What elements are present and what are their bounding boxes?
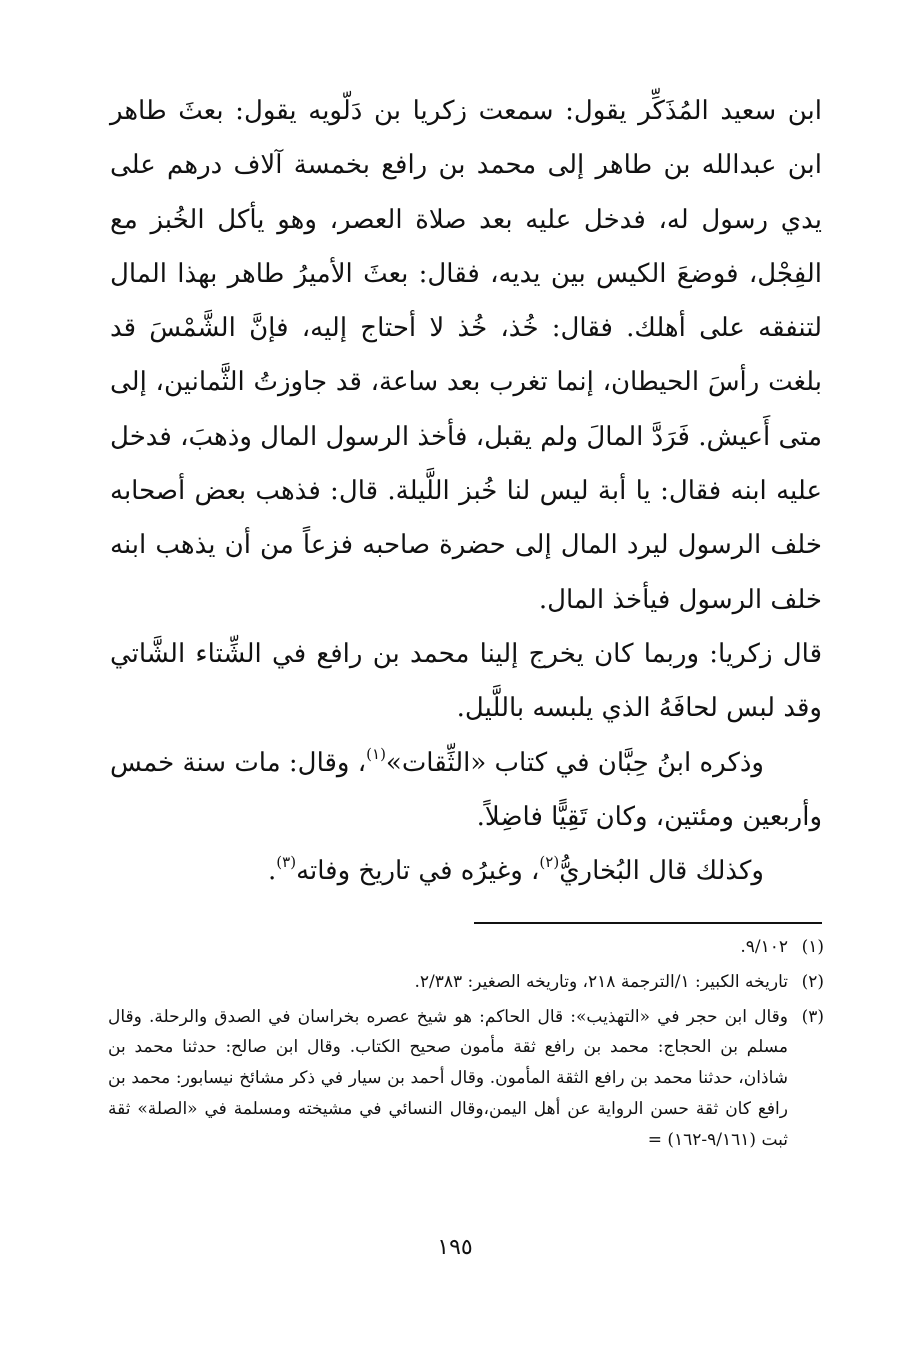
footnote-1 (108, 932, 824, 963)
paragraph-3-before: وذكره ابنُ حِبَّان في كتاب «الثِّقات» (385, 747, 764, 778)
paragraph-3 (110, 736, 822, 845)
paragraph-1: ابن سعيد المُذَكِّر يقول: سمعت زكريا بن دَلّويه يقول: بعثَ طاهر ابن عبدالله بن طاهر إلى محمد بن رافع بخمسة آلاف درهم على يدي رسول له، فدخل عليه بعد صلاة العصر، وهو يأكل الخُبز مع الفِجْل، فوضعَ الكيس بين يديه، فقال: بعثَ الأميرُ طاهر بهذا المال لتنفقه على أهلك. فقال: خُذ، خُذ لا أحتاج إليه، فإنَّ الشَّمْسَ قد بلغت رأسَ الحيطان، إنما تغرب بعد ساعة، قد جاوزتُ الثَّمانين، إلى متى أَعيش. فَرَدَّ المالَ ولم يقبل، فأخذ الرسول المال وذهبَ، فدخل عليه ابنه فقال: يا أبة ليس لنا خُبز اللَّيلة. قال: فذهب بعض أصحابه خلف الرسول ليرد المال إلى حضرة صاحبه فزعاً من أن يذهب ابنه خلف الرسول فيأخذ المال. (110, 96, 822, 615)
paragraph-3-after: ، وقال: مات سنة خمس وأربعين ومئتين، وكان تَقِيًّا فاضِلاً. (109, 747, 822, 832)
paragraph-4 (110, 844, 822, 898)
footnote-3 (108, 1002, 824, 1156)
footnote-number: (٢) (801, 971, 824, 992)
footnote-number: (١) (801, 937, 824, 957)
page-number: ١٩٥ (437, 1235, 473, 1260)
paragraph-4-after: . (268, 856, 277, 887)
footnote-2 (108, 967, 824, 998)
footnote-ref-1: (١) (366, 744, 386, 763)
footnotes (108, 932, 824, 1156)
paragraph-2: قال زكريا: وربما كان يخرج إلينا محمد بن رافع في الشِّتاء الشَّاتي وقد لبس لحافَهُ الذي يلبسه باللَّيل. (110, 638, 822, 724)
footnote-text: تاريخه الكبير: ١/الترجمة ٢١٨، وتاريخه الصغير: ٢/٣٨٣. (414, 971, 788, 992)
paragraph-4-middle: ، وغيرُه في تاريخ وفاته (296, 856, 540, 887)
main-text (110, 84, 822, 898)
footnote-ref-3: (٣) (276, 853, 297, 872)
footnote-ref-2: (٢) (539, 853, 560, 872)
footnote-number: (٣) (801, 1006, 824, 1027)
footnote-text: وقال ابن حجر في «التهذيب»: قال الحاكم: هو شيخ عصره بخراسان في الصدق والرحلة. وقال مسلم بن الحجاج: محمد بن رافع ثقة مأمون صحيح الكتاب. وقال ابن صالح: حدثنا محمد بن شاذان، حدثنا محمد بن رافع الثقة المأمون. وقال أحمد بن سيار في ذكر مشائخ نيسابور: محمد بن رافع كان ثقة حسن الرواية عن أهل اليمن،وقال النسائي في مشيخته ومسلمة في «الصلة» ثقة ثبت (٩/١٦١-١٦٢) = (108, 1006, 788, 1150)
paragraph-4-before: وكذلك قال البُخاريُّ (559, 856, 764, 887)
footnote-separator (474, 922, 822, 924)
footnote-text: ٩/١٠٢. (740, 937, 788, 957)
